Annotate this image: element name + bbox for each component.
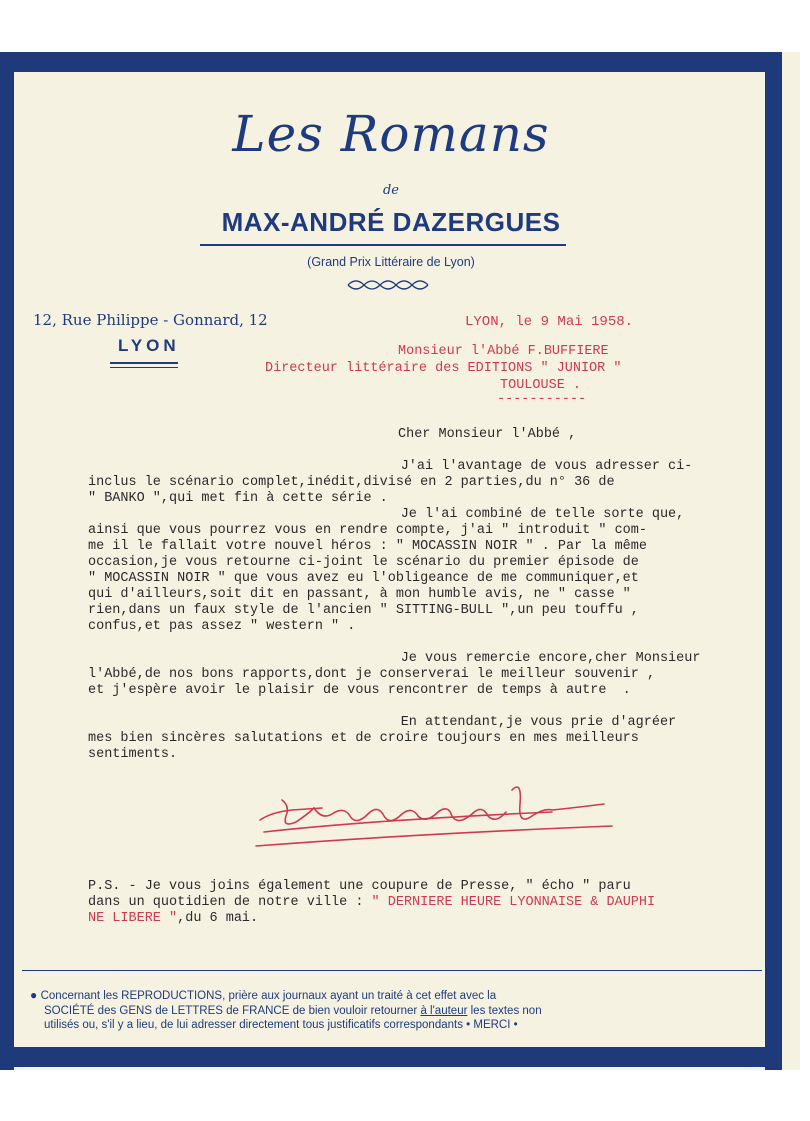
postscript-line [88, 911, 258, 927]
footer-notice [30, 988, 730, 1033]
postscript-newspaper: NE LIBERE " [88, 911, 178, 926]
footer-underlined: à l'auteur [420, 1004, 468, 1017]
address-street: 12, Rue Philippe - Gonnard, 12 [33, 311, 268, 329]
recipient-line: TOULOUSE . [500, 378, 582, 393]
letterhead-author: MAX-ANDRÉ DAZERGUES [221, 207, 561, 237]
postscript-newspaper: " DERNIERE HEURE LYONNAISE & DAUPHI [371, 895, 656, 910]
body-line: " BANKO ",qui met fin à cette série . [88, 491, 388, 506]
letter-date: LYON, le 9 Mai 1958. [465, 314, 634, 330]
handwritten-signature [252, 770, 632, 850]
address-city: LYON [118, 336, 180, 355]
letterhead-prize: (Grand Prix Littéraire de Lyon) [307, 255, 475, 269]
body-line: occasion,je vous retourne ci-joint le scénario du premier épisode de [88, 555, 639, 570]
body-line: inclus le scénario complet,inédit,divisé en 2 parties,du n° 36 de [88, 475, 615, 490]
body-line: l'Abbé,de nos bons rapports,dont je conserverai le meilleur souvenir , [88, 667, 656, 682]
body-line: mes bien sincères salutations et de croire toujours en mes meilleurs [88, 731, 639, 746]
body-line: Je l'ai combiné de telle sorte que, [344, 507, 685, 522]
postscript-text: ,du 6 mai. [177, 911, 259, 926]
body-line: qui d'ailleurs,soit dit en passant, à mon humble avis, ne " casse " [88, 587, 631, 602]
bullet-icon: ● [30, 988, 41, 1002]
footer-text: SOCIÉTÉ des GENS de LETTRES de FRANCE de bien vouloir retourner [44, 1004, 418, 1017]
frame-right [765, 52, 782, 1070]
letterhead-rule [200, 244, 566, 246]
body-line: ainsi que vous pourrez vous en rendre compte, j'ai " introduit " com- [88, 523, 647, 538]
frame-bottom [0, 1047, 782, 1067]
footer-line [30, 1004, 730, 1019]
body-line: et j'espère avoir le plaisir de vous rencontrer de temps à autre . [88, 683, 631, 698]
body-line: En attendant,je vous prie d'agréer [344, 715, 677, 730]
footer-text: les textes non [470, 1004, 542, 1017]
body-line: Je vous remercie encore,cher Monsieur [344, 651, 701, 666]
footer-text: utilisés ou, s'il y a lieu, de lui adresser directement tous justificatifs correspondants • MERCI • [44, 1019, 518, 1031]
body-line: rien,dans un faux style de l'ancien " SITTING-BULL ",un peu touffu , [88, 603, 639, 618]
ornament-icon [346, 277, 436, 293]
footer-line [30, 988, 730, 1004]
body-line: sentiments. [88, 747, 178, 762]
letterhead-title: Les Romans [232, 105, 550, 163]
postscript-line: P.S. - Je vous joins également une coupure de Presse, " écho " paru [88, 879, 631, 894]
body-line: me il le fallait votre nouvel héros : " MOCASSIN NOIR " . Par la même [88, 539, 647, 554]
frame-left [0, 52, 14, 1070]
frame-top [0, 52, 782, 72]
body-line: J'ai l'avantage de vous adresser ci- [344, 459, 693, 474]
footer-rule [22, 970, 762, 971]
postscript-text: dans un quotidien de notre ville : [88, 895, 372, 910]
footer-text: Concernant les REPRODUCTIONS, prière aux journaux ayant un traité à cet effet avec la [40, 990, 497, 1002]
recipient-line: Monsieur l'Abbé F.BUFFIERE [398, 344, 609, 359]
address-rule [110, 362, 178, 364]
recipient-line: Directeur littéraire des EDITIONS " JUNIOR " [265, 361, 622, 376]
address-rule-thin [110, 367, 178, 368]
body-line: " MOCASSIN NOIR " que vous avez eu l'obligeance de me communiquer,et [88, 571, 639, 586]
postscript-line [88, 895, 655, 911]
recipient-rule: ----------- [497, 392, 587, 407]
footer-line [30, 1018, 730, 1033]
letter-salutation: Cher Monsieur l'Abbé , [398, 427, 577, 442]
body-line: confus,et pas assez " western " . [88, 619, 356, 634]
letterhead-de: de [382, 183, 399, 198]
